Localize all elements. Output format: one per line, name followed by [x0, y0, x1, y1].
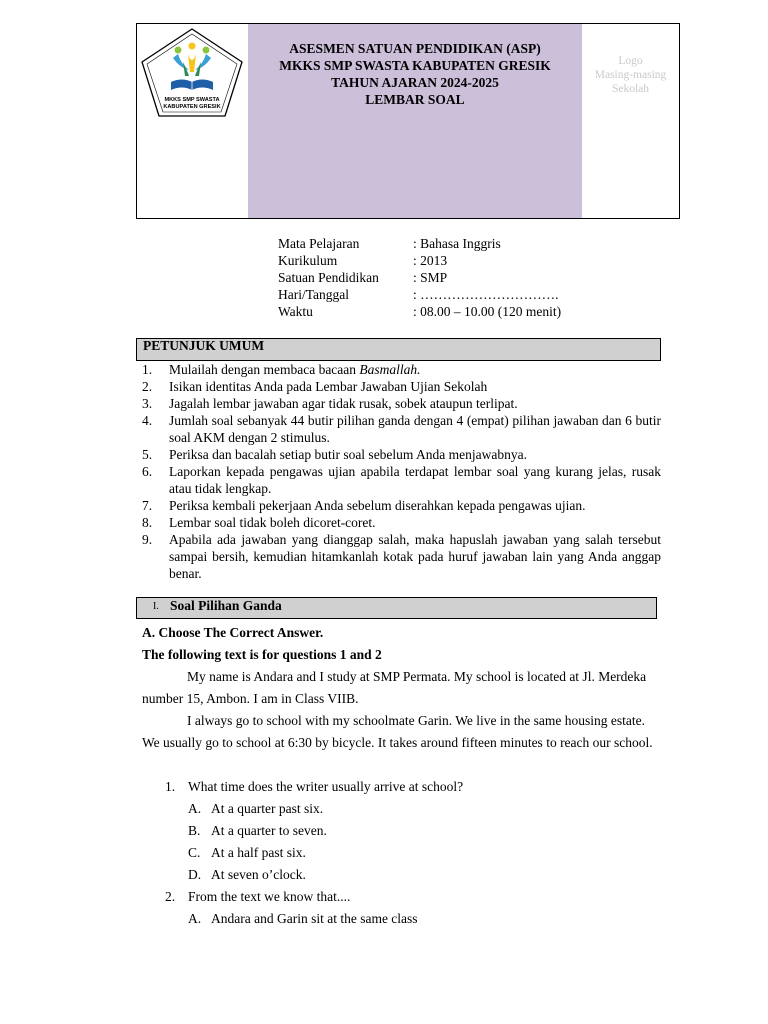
option-text: Andara and Garin sit at the same class: [211, 911, 418, 926]
option-text: At a quarter to seven.: [211, 823, 327, 838]
instruction-text: Jumlah soal sebanyak 44 butir pilihan ganda dengan 4 (empat) pilihan jawaban dan 6 butir soal AKM dengan 2 stimulus.: [169, 413, 661, 445]
option-letter: A.: [188, 801, 202, 816]
instruction-number: 5.: [142, 447, 153, 462]
school-logo-text: Sekolah: [611, 83, 650, 95]
info-label: Kurikulum: [278, 253, 338, 268]
reading-paragraph-1: My name is Andara and I study at SMP Permata. My school is located at Jl. Merdeka number 15, Ambon. I am in Class VIIB.: [142, 669, 647, 706]
instruction-number: 9.: [142, 532, 153, 547]
instruction-item: [142, 361, 661, 378]
instruction-text: Lembar soal tidak boleh dicoret-coret.: [169, 515, 376, 530]
title-cell: [248, 24, 582, 218]
option-letter: D.: [188, 867, 202, 882]
organizer-title: MKKS SMP SWASTA KABUPATEN GRESIK: [279, 58, 551, 73]
question-number: 1.: [165, 779, 176, 794]
option-text: At seven o’clock.: [211, 867, 306, 882]
academic-year: TAHUN AJARAN 2024-2025: [331, 75, 499, 90]
instruction-item: [142, 395, 661, 412]
instruction-text: Apabila ada jawaban yang dianggap salah, maka hapuslah jawaban yang salah tersebut sampai bersih, kemudian hitamkanlah kotak pada huruf jawaban lain yang Anda anggap benar.: [169, 532, 661, 581]
instruction-text: Laporkan kepada pengawas ujian apabila terdapat lembar soal yang kurang jelas, rusak atau tidak lengkap.: [169, 464, 661, 496]
instruction-number: 6.: [142, 464, 153, 479]
instruction-number: 7.: [142, 498, 153, 513]
info-value: : 08.00 – 10.00 (120 menit): [413, 304, 562, 319]
info-label: Mata Pelajaran: [278, 236, 360, 251]
multiple-choice-section-header: [136, 597, 657, 619]
instruction-number: 8.: [142, 515, 153, 530]
question-number: 2.: [165, 889, 176, 904]
instruction-item: [142, 463, 661, 497]
info-value: : 2013: [413, 253, 448, 268]
option-text: At a half past six.: [211, 845, 306, 860]
instruction-text: Periksa dan bacalah setiap butir soal sebelum Anda menjawabnya.: [169, 447, 528, 462]
info-label: Waktu: [278, 304, 313, 319]
question-text: What time does the writer usually arrive at school?: [188, 779, 464, 794]
sheet-title: LEMBAR SOAL: [365, 92, 465, 107]
school-logo-placeholder: [582, 24, 679, 218]
instruction-item: [142, 446, 661, 463]
section-number: I.: [153, 601, 159, 612]
school-logo-text: Logo: [618, 55, 643, 67]
instruction-item: [142, 531, 661, 582]
instruction-item: [142, 497, 661, 514]
instruction-number: 3.: [142, 396, 153, 411]
instruction-number: 4.: [142, 413, 153, 428]
info-value: : SMP: [413, 270, 448, 285]
info-label: Satuan Pendidikan: [278, 270, 379, 285]
reading-paragraph-2: I always go to school with my schoolmate Garin. We live in the same housing estate. We usually go to school at 6:30 by bicycle. It takes around fifteen minutes to reach our school.: [142, 713, 653, 750]
instruction-item: [142, 514, 661, 531]
logo-text-line1: MKKS SMP SWASTA: [164, 97, 220, 103]
school-logo-text: Masing-masing: [594, 69, 667, 81]
logo-text-line2: KABUPATEN GRESIK: [163, 104, 221, 110]
instruction-text: Jagalah lembar jawaban agar tidak rusak, sobek ataupun terlipat.: [169, 396, 518, 411]
instruction-number: 2.: [142, 379, 153, 394]
section-title: PETUNJUK UMUM: [143, 338, 265, 353]
info-value: : ………………………….: [413, 287, 559, 302]
logo-cell: [137, 24, 248, 218]
text-intro: The following text is for questions 1 and 2: [142, 647, 382, 662]
instruction-italic: Basmallah.: [359, 362, 421, 377]
mkks-logo: [137, 24, 248, 124]
question-text: From the text we know that....: [188, 889, 351, 904]
option-text: At a quarter past six.: [211, 801, 324, 816]
instruction-text: Mulailah dengan membaca bacaan: [169, 362, 360, 377]
option-letter: A.: [188, 911, 202, 926]
instruction-item: [142, 412, 661, 446]
instruction-number: 1.: [142, 362, 153, 377]
info-value: : Bahasa Inggris: [413, 236, 501, 251]
part-instruction: A. Choose The Correct Answer.: [142, 625, 324, 640]
general-instructions-header: [136, 338, 661, 361]
instruction-text: Periksa kembali pekerjaan Anda sebelum diserahkan kepada pengawas ujian.: [169, 498, 586, 513]
info-label: Hari/Tanggal: [278, 287, 350, 302]
instruction-item: [142, 378, 661, 395]
section-title: Soal Pilihan Ganda: [170, 598, 282, 613]
instruction-text: Isikan identitas Anda pada Lembar Jawaban Ujian Sekolah: [169, 379, 488, 394]
option-letter: C.: [188, 845, 201, 860]
option-letter: B.: [188, 823, 201, 838]
exam-title: ASESMEN SATUAN PENDIDIKAN (ASP): [289, 41, 541, 56]
